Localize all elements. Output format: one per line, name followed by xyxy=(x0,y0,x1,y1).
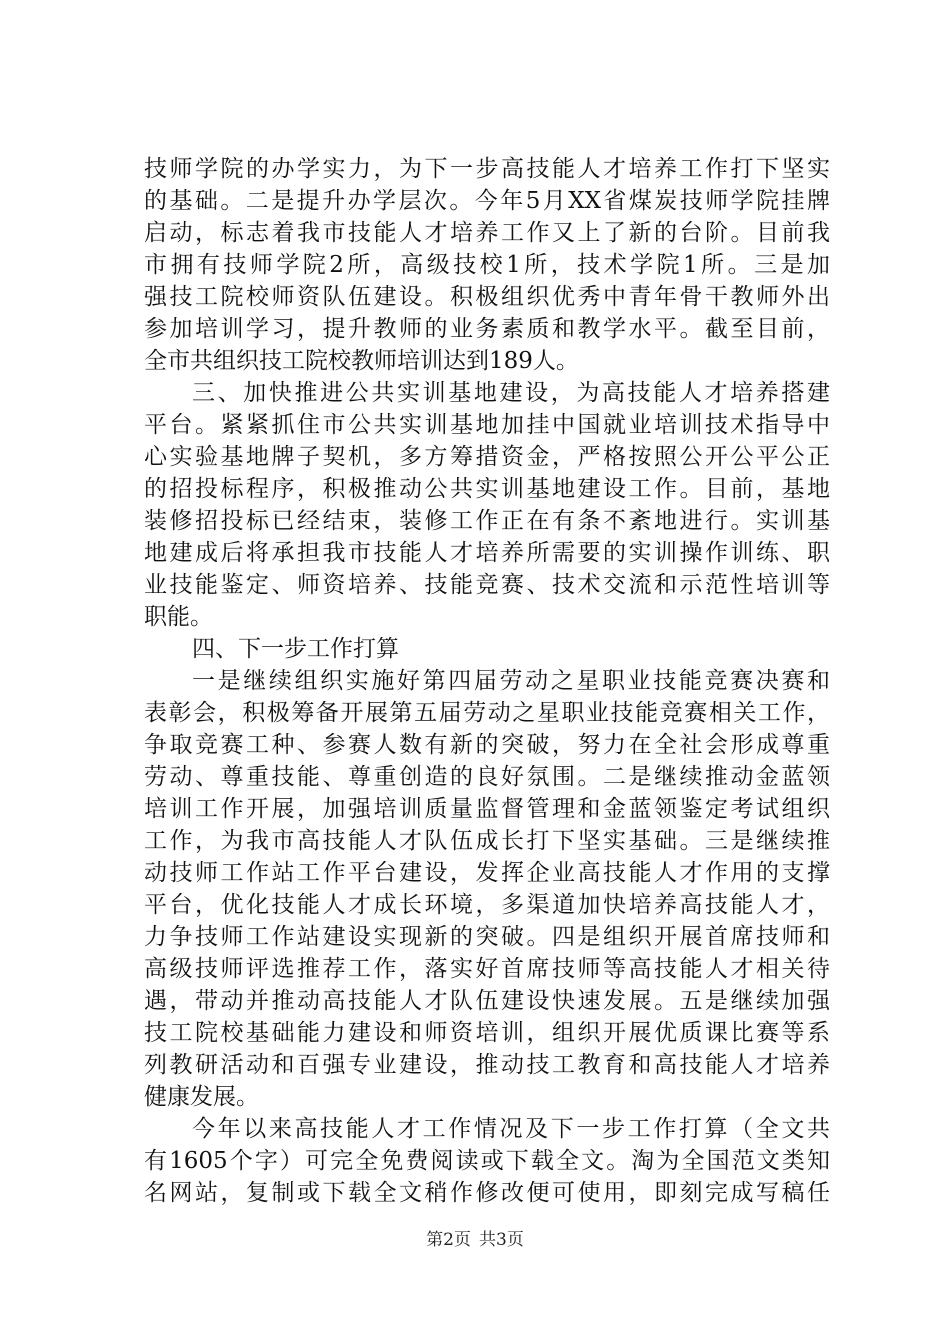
paragraph-line: 全市共组织技工院校教师培训达到189人。 xyxy=(144,348,579,374)
paragraph-line: 启动，标志着我市技能人才培养工作又上了新的台阶。目前我 xyxy=(144,220,830,246)
paragraph-line: 地建成后将承担我市技能人才培养所需要的实训操作训练、职 xyxy=(144,540,830,566)
page-footer xyxy=(0,1228,950,1252)
paragraph-line: 工作，为我市高技能人才队伍成长打下坚实基础。三是继续推 xyxy=(144,828,830,854)
paragraph-line: 技工院校基础能力建设和师资培训，组织开展优质课比赛等系 xyxy=(144,1020,830,1046)
paragraph-line: 市拥有技师学院2所，高级技校1所，技术学院1所。三是加 xyxy=(144,252,830,278)
paragraph-line: 劳动、尊重技能、尊重创造的良好氛围。二是继续推动金蓝领 xyxy=(144,764,830,790)
paragraph-line: 争取竞赛工种、参赛人数有新的突破，努力在全社会形成尊重 xyxy=(144,732,830,758)
paragraph-line: 心实验基地牌子契机，多方筹措资金，严格按照公开公平公正 xyxy=(144,444,830,470)
paragraph-line: 平台。紧紧抓住市公共实训基地加挂中国就业培训技术指导中 xyxy=(144,412,830,438)
paragraph-line: 的基础。二是提升办学层次。今年5月XX省煤炭技师学院挂牌 xyxy=(144,188,830,214)
paragraph-line: 强技工院校师资队伍建设。积极组织优秀中青年骨干教师外出 xyxy=(144,284,830,310)
paragraph-line: 高级技师评选推荐工作，落实好首席技师等高技能人才相关待 xyxy=(144,956,830,982)
paragraph-line: 职能。 xyxy=(144,604,213,630)
paragraph-line: 遇，带动并推动高技能人才队伍建设快速发展。五是继续加强 xyxy=(144,988,830,1014)
closing-paragraph-line: 今年以来高技能人才工作情况及下一步工作打算（全文共 xyxy=(192,1116,830,1142)
paragraph-line: 名网站，复制或下载全文稍作修改便可使用，即刻完成写稿任 xyxy=(144,1180,830,1206)
paragraph-line: 培训工作开展，加强培训质量监督管理和金蓝领鉴定考试组织 xyxy=(144,796,830,822)
paragraph-line: 有1605个字）可完全免费阅读或下载全文。淘为全国范文类知 xyxy=(144,1148,830,1174)
paragraph-line: 参加培训学习，提升教师的业务素质和教学水平。截至目前， xyxy=(144,316,830,342)
paragraph-line: 业技能鉴定、师资培养、技能竞赛、技术交流和示范性培训等 xyxy=(144,572,830,598)
paragraph-line: 技师学院的办学实力，为下一步高技能人才培养工作打下坚实 xyxy=(144,156,830,182)
page-total: 共3页 xyxy=(479,1230,524,1250)
section-four-heading: 四、下一步工作打算 xyxy=(192,636,399,662)
paragraph-line: 一是继续组织实施好第四届劳动之星职业技能竞赛决赛和 xyxy=(192,668,830,694)
paragraph-line: 平台，优化技能人才成长环境，多渠道加快培养高技能人才， xyxy=(144,892,830,918)
paragraph-line: 健康发展。 xyxy=(144,1084,259,1110)
paragraph-line: 的招投标程序，积极推动公共实训基地建设工作。目前，基地 xyxy=(144,476,830,502)
paragraph-line: 力争技师工作站建设实现新的突破。四是组织开展首席技师和 xyxy=(144,924,830,950)
paragraph-line: 装修招投标已经结束，装修工作正在有条不紊地进行。实训基 xyxy=(144,508,830,534)
paragraph-line: 列教研活动和百强专业建设，推动技工教育和高技能人才培养 xyxy=(144,1052,830,1078)
page-number: 第2页 xyxy=(426,1230,471,1250)
paragraph-line: 表彰会，积极筹备开展第五届劳动之星职业技能竞赛相关工作， xyxy=(144,700,830,726)
section-three-heading-line: 三、加快推进公共实训基地建设，为高技能人才培养搭建 xyxy=(192,380,830,406)
paragraph-line: 动技师工作站工作平台建设，发挥企业高技能人才作用的支撑 xyxy=(144,860,830,886)
